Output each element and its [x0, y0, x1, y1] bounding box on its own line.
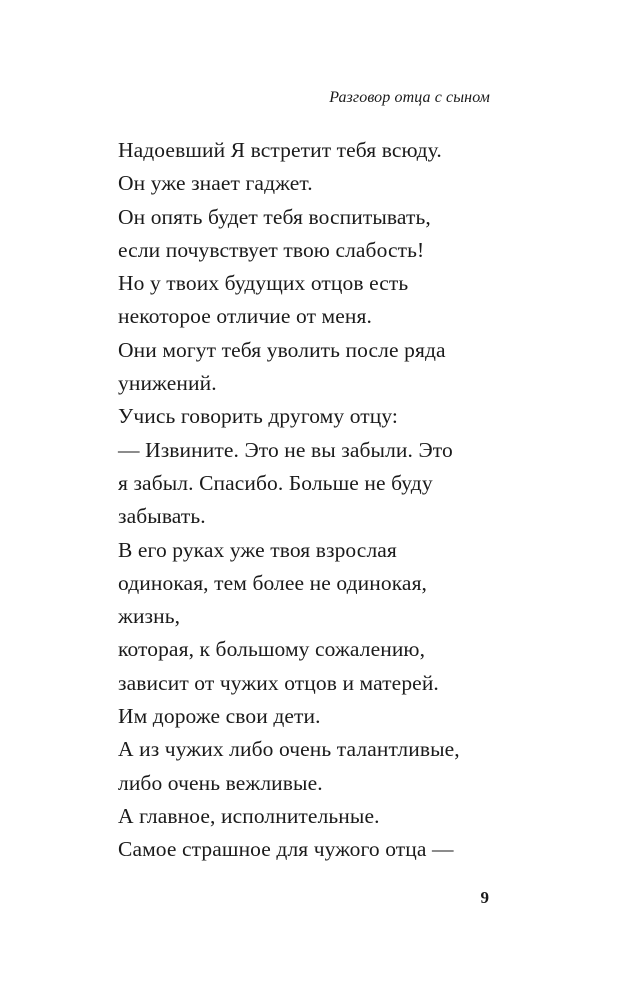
text-line: А из чужих либо очень талантливые,	[118, 737, 460, 762]
text-line: некоторое отличие от меня.	[118, 304, 372, 329]
text-line: Самое страшное для чужого отца —	[118, 837, 454, 862]
text-line: Он опять будет тебя воспитывать,	[118, 204, 431, 229]
text-line: — Извините. Это не вы забыли. Это	[118, 437, 453, 462]
text-line: которая, к большому сожалению,	[118, 637, 426, 662]
text-line: Надоевший Я встретит тебя всюду.	[118, 138, 442, 162]
page-number: 9	[480, 888, 489, 907]
text-line: Учись говорить другому отцу:	[118, 404, 399, 429]
text-line: унижений.	[118, 371, 217, 396]
text-line: Но у твоих будущих отцов есть	[118, 271, 409, 296]
text-line: забывать.	[118, 504, 206, 529]
text-line: Он уже знает гаджет.	[118, 171, 313, 196]
text-line: либо очень вежливые.	[118, 770, 323, 795]
text-line: жизнь,	[118, 604, 181, 629]
text-line: если почувствует твою слабость!	[118, 237, 425, 262]
text-line: А главное, исполнительные.	[118, 803, 380, 828]
text-line: Они могут тебя уволить после ряда	[118, 337, 446, 362]
body-text	[118, 134, 460, 867]
text-line: Им дороже свои дети.	[118, 704, 321, 729]
text-line: одинокая, тем более не одинокая,	[118, 570, 428, 595]
text-line: я забыл. Спасибо. Больше не буду	[118, 470, 433, 495]
text-line: зависит от чужих отцов и матерей.	[118, 670, 439, 695]
text-line: В его руках уже твоя взрослая	[118, 537, 397, 562]
running-header: Разговор отца с сыном	[329, 89, 490, 106]
